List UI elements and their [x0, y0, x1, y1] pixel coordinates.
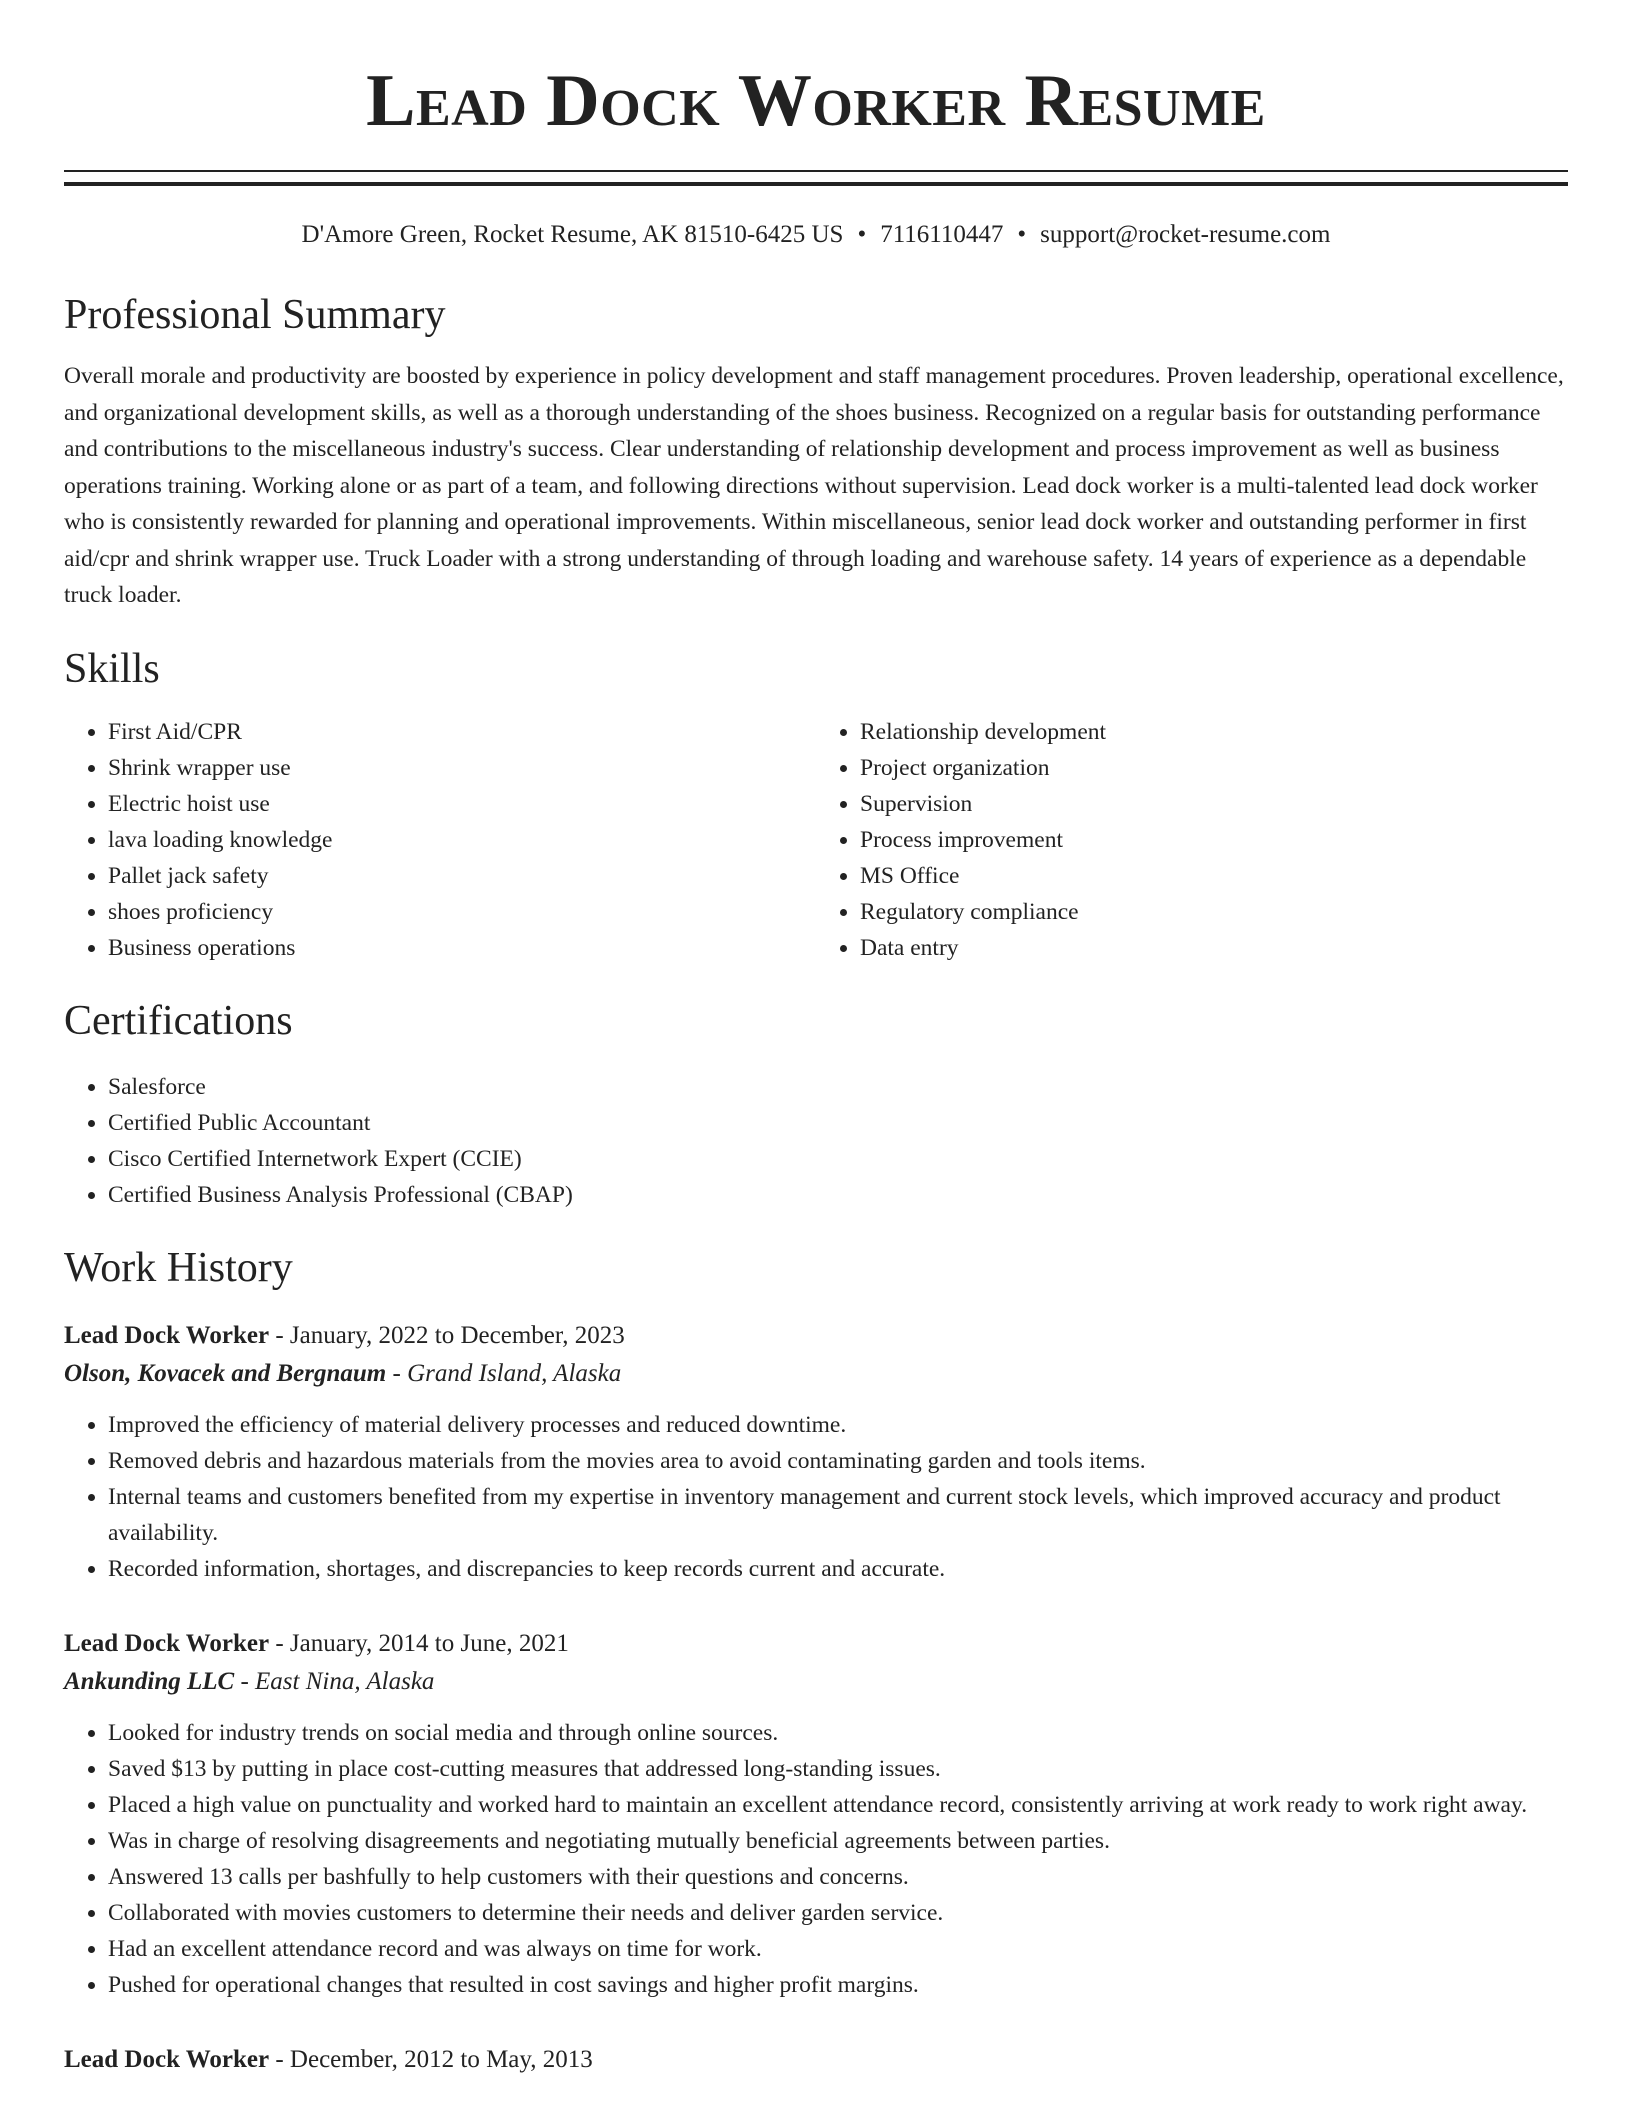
skill-item: • Pallet jack safety [108, 858, 816, 894]
certification-item: • Cisco Certified Internetwork Expert (CCIE) [108, 1141, 1568, 1177]
certifications-heading: Certifications [64, 998, 293, 1045]
job-header [64, 1317, 1568, 1355]
skill-item: • Data entry [860, 930, 1568, 966]
job-bullet: • Recorded information, shortages, and discrepancies to keep records current and accurate. [108, 1551, 1568, 1587]
skill-item: • First Aid/CPR [108, 714, 816, 750]
skills-heading: Skills [64, 645, 160, 692]
job-employer [64, 1663, 1568, 1701]
contact-phone: 7116110447 [880, 221, 1004, 248]
skills-columns [64, 714, 1568, 966]
job-bullet: • Answered 13 calls per bashfully to help customers with their questions and concerns. [108, 1859, 1568, 1895]
job-title: Lead Dock Worker [64, 2046, 270, 2074]
job-bullets [64, 1407, 1568, 1587]
job-bullet: • Removed debris and hazardous materials from the movies area to avoid contaminating garden and tools items. [108, 1443, 1568, 1479]
contact-separator: • [857, 221, 867, 248]
contact-separator: • [1017, 221, 1027, 248]
skill-item: • Business operations [108, 930, 816, 966]
summary-text: Overall morale and productivity are boosted by experience in policy development and staff management procedures. Proven leadership, operational excellence, and organizational development skills, as well as a thorough understanding of the shoes business. Recognized on a regular basis for outstanding performance and contributions to the miscellaneous industry's success. Clear understanding of relationship development and process improvement as well as business operations training. Working alone or as part of a team, and following directions without supervision. Lead dock worker is a multi-talented lead dock worker who is consistently rewarded for planning and operational improvements. Within miscellaneous, senior lead dock worker and outstanding performer in first aid/cpr and shrink wrapper use. Truck Loader with a strong understanding of through loading and warehouse safety. 14 years of experience as a dependable truck loader. [64, 363, 1564, 609]
skill-item: • shoes proficiency [108, 894, 816, 930]
work-history-section [64, 1243, 1568, 2079]
job-employer [64, 1355, 1568, 1393]
job-dates: - January, 2014 to June, 2021 [269, 1630, 569, 1658]
job-company: Ankunding LLC [64, 1668, 235, 1696]
skill-item: • MS Office [860, 858, 1568, 894]
certifications-section [64, 996, 1568, 1212]
skill-item: • Electric hoist use [108, 786, 816, 822]
job-title: Lead Dock Worker [64, 1630, 270, 1658]
skills-list-right [816, 714, 1568, 966]
job-header [64, 1625, 1568, 1663]
job-bullet: • Internal teams and customers benefited from my expertise in inventory management and current stock levels, which improved accuracy and product availability. [108, 1479, 1568, 1551]
job-bullet: • Pushed for operational changes that resulted in cost savings and higher profit margins. [108, 1967, 1568, 2003]
certifications-list [64, 1069, 1568, 1213]
job-bullet: • Had an excellent attendance record and was always on time for work. [108, 1931, 1568, 1967]
certification-item: • Certified Public Accountant [108, 1105, 1568, 1141]
skill-item: • lava loading knowledge [108, 822, 816, 858]
skills-list-left [64, 714, 816, 966]
job-bullet: • Improved the efficiency of material delivery processes and reduced downtime. [108, 1407, 1568, 1443]
skill-item: • Relationship development [860, 714, 1568, 750]
job-bullet: • Placed a high value on punctuality and worked hard to maintain an excellent attendance record, consistently arriving at work ready to work right away. [108, 1787, 1568, 1823]
summary-section [64, 290, 1568, 614]
skills-section [64, 644, 1568, 966]
job-location: - Grand Island, Alaska [386, 1360, 622, 1388]
resume-title: Lead Dock Worker Resume [366, 60, 1266, 142]
work-history-heading: Work History [64, 1244, 293, 1291]
contact-email: support@rocket-resume.com [1040, 221, 1331, 248]
skill-item: • Shrink wrapper use [108, 750, 816, 786]
job-location: - East Nina, Alaska [234, 1668, 435, 1696]
job-entry [64, 2041, 1568, 2079]
certification-item: • Salesforce [108, 1069, 1568, 1105]
skill-item: • Regulatory compliance [860, 894, 1568, 930]
contact-address: D'Amore Green, Rocket Resume, AK 81510-6425 US [301, 221, 844, 248]
skill-item: • Project organization [860, 750, 1568, 786]
job-bullet: • Looked for industry trends on social media and through online sources. [108, 1715, 1568, 1751]
job-dates: - December, 2012 to May, 2013 [269, 2046, 593, 2074]
contact-line [64, 220, 1568, 250]
job-entry [64, 1625, 1568, 2003]
title-divider [64, 170, 1568, 186]
job-company: Olson, Kovacek and Bergnaum [64, 1360, 387, 1388]
job-dates: - January, 2022 to December, 2023 [269, 1322, 625, 1350]
job-bullets [64, 1715, 1568, 2003]
skill-item: • Supervision [860, 786, 1568, 822]
certification-item: • Certified Business Analysis Professional (CBAP) [108, 1177, 1568, 1213]
job-entry [64, 1317, 1568, 1587]
job-bullet: • Saved $13 by putting in place cost-cutting measures that addressed long-standing issues. [108, 1751, 1568, 1787]
job-title: Lead Dock Worker [64, 1322, 270, 1350]
job-header [64, 2041, 1568, 2079]
job-bullet: • Was in charge of resolving disagreements and negotiating mutually beneficial agreements between parties. [108, 1823, 1568, 1859]
job-bullet: • Collaborated with movies customers to determine their needs and deliver garden service. [108, 1895, 1568, 1931]
skill-item: • Process improvement [860, 822, 1568, 858]
summary-heading: Professional Summary [64, 292, 446, 338]
